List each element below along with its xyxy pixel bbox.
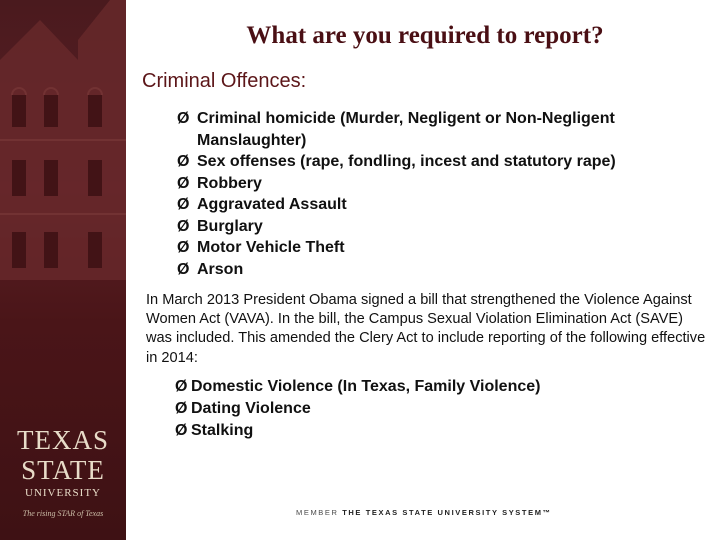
footer-prefix: MEMBER [296,508,339,517]
list-item-text: Robbery [197,174,262,192]
bullet-arrow-icon: Ø [177,260,190,278]
bullet-arrow-icon: Ø [175,422,188,439]
footer-membership [296,508,552,517]
list-item-text: Domestic Violence (In Texas, Family Violence) [191,378,541,395]
list-item [175,398,715,420]
list-item [177,194,717,216]
list-item [175,376,715,398]
list-item-text: Aggravated Assault [197,196,347,213]
bullet-arrow-icon: Ø [177,196,190,213]
footer-system-name: THE TEXAS STATE UNIVERSITY SYSTEM™ [342,508,552,517]
logo-line-texas: TEXAS [17,425,109,455]
list-item-text: Sex offenses (rape, fondling, incest and statutory rape) [197,153,616,170]
bullet-arrow-icon: Ø [177,239,190,256]
building-illustration [0,0,126,420]
list-item [177,151,717,173]
slide-subtitle: Criminal Offences: [142,70,307,92]
list-item-text: Criminal homicide (Murder, Negligent or Non-Negligent Manslaughter) [197,110,615,149]
list-item [175,420,715,442]
sidebar-band [0,0,126,540]
list-item [177,259,717,281]
texas-state-logo [0,425,126,518]
body-paragraph: In March 2013 President Obama signed a bill that strengthened the Violence Against Women Act (VAVA). In the bill, the Campus Sexual Violation Elimination Act (SAVE) was included. This amended the Clery Act to include reporting of the following effective in 2014: [146,292,706,366]
list-item [177,216,717,238]
list-item-text: Motor Vehicle Theft [197,239,345,256]
bullet-arrow-icon: Ø [177,110,190,127]
added-offense-list [175,376,715,442]
bullet-arrow-icon: Ø [175,400,188,417]
list-item-text: Burglary [197,217,263,235]
list-item-text: Arson [197,260,244,278]
list-item [177,237,717,259]
list-item [177,108,717,151]
list-item-text: Stalking [191,422,254,439]
logo-tagline: The rising STAR of Texas [22,509,104,518]
bullet-arrow-icon: Ø [177,174,190,192]
slide-title: What are you required to report? [246,22,604,49]
logo-line-state: STATE [21,455,105,485]
bullet-arrow-icon: Ø [175,378,188,395]
bullet-arrow-icon: Ø [177,153,190,170]
crime-list [177,108,717,280]
logo-line-university: UNIVERSITY [25,487,101,499]
list-item-text: Dating Violence [191,400,311,417]
bullet-arrow-icon: Ø [177,217,190,235]
list-item [177,173,717,195]
